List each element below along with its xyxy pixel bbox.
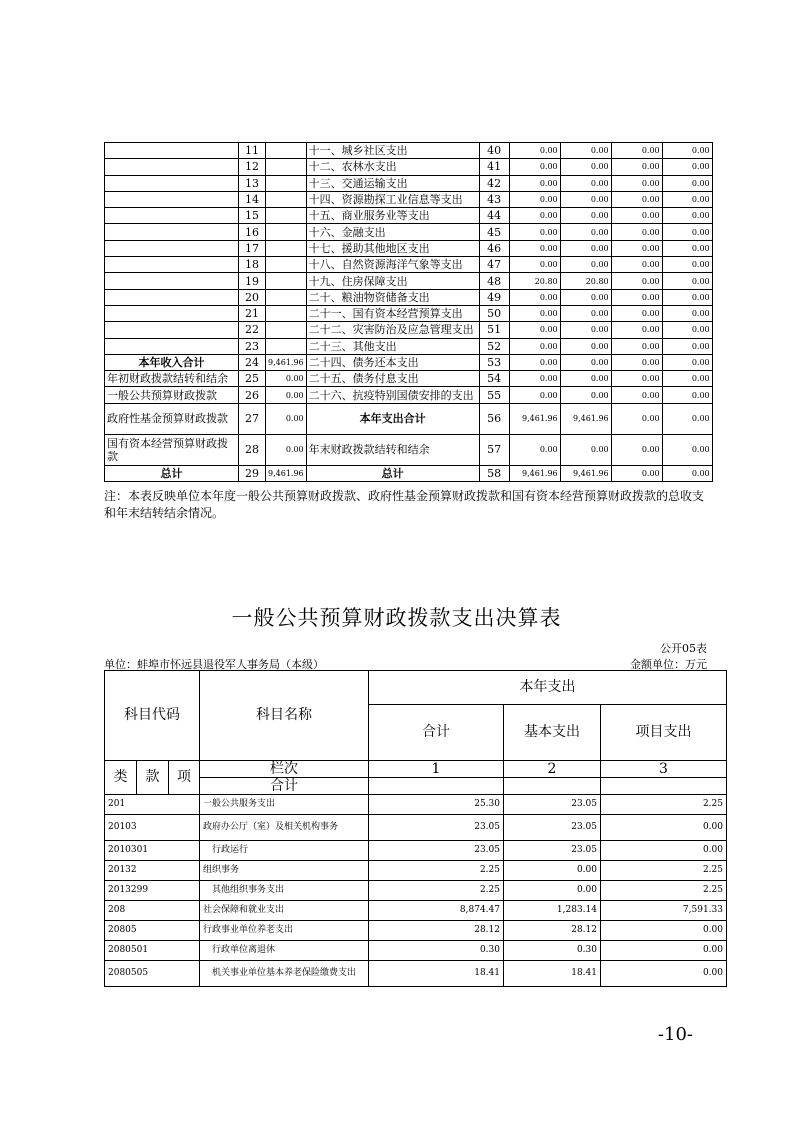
table-row xyxy=(105,159,713,175)
value-basic: 23.05 xyxy=(504,841,601,861)
subject-code: 2010301 xyxy=(105,841,200,861)
value-total: 0.00 xyxy=(509,208,560,224)
value-fund: 0.00 xyxy=(611,465,662,481)
value-total: 0.00 xyxy=(509,257,560,273)
expenditure-item: 十六、金融支出 xyxy=(306,224,479,240)
expenditure-item: 二十六、抗疫特别国债安排的支出 xyxy=(306,387,479,403)
header-project: 项目支出 xyxy=(601,705,727,761)
money-unit-label: 金额单位：万元 xyxy=(630,658,707,671)
value-total: 0.00 xyxy=(509,434,560,465)
value-general: 9,461.96 xyxy=(560,403,611,434)
value-state-capital: 0.00 xyxy=(662,224,712,240)
value-total: 28.12 xyxy=(369,921,504,941)
expenditure-line-no: 58 xyxy=(479,465,509,481)
income-label xyxy=(105,257,239,273)
table-row xyxy=(105,257,713,273)
table-row xyxy=(105,961,727,987)
value-state-capital: 0.00 xyxy=(662,273,712,289)
expenditure-table xyxy=(104,670,727,987)
value-total: 0.00 xyxy=(509,289,560,305)
income-amount xyxy=(266,143,307,159)
header-col1: 1 xyxy=(369,761,504,778)
value-project: 7,591.33 xyxy=(601,901,727,921)
value-project: 2.25 xyxy=(601,881,727,901)
table-note: 注：本表反映单位本年度一般公共预算财政拨款、政府性基金预算财政拨款和国有资本经营预算财政拨款的总收支和年末结转结余情况。 xyxy=(104,489,705,520)
value-total: 0.00 xyxy=(509,191,560,207)
header-col2: 2 xyxy=(504,761,601,778)
income-amount xyxy=(266,257,307,273)
table-row xyxy=(105,434,713,465)
subject-code: 208 xyxy=(105,901,200,921)
value-fund: 0.00 xyxy=(611,257,662,273)
value-total: 23.05 xyxy=(369,841,504,861)
table-row xyxy=(105,143,713,159)
value-general: 0.00 xyxy=(560,143,611,159)
value-total: 0.00 xyxy=(509,143,560,159)
value-fund: 0.00 xyxy=(611,273,662,289)
expenditure-line-no: 48 xyxy=(479,273,509,289)
income-amount xyxy=(266,175,307,191)
value-general: 0.00 xyxy=(560,224,611,240)
income-amount xyxy=(266,305,307,321)
expenditure-item: 二十二、灾害防治及应急管理支出 xyxy=(306,322,479,338)
unit-label: 单位：蚌埠市怀远县退役军人事务局（本级） xyxy=(104,658,324,671)
header-subject-code: 科目代码 xyxy=(105,671,200,761)
income-amount xyxy=(266,208,307,224)
income-amount: 0.00 xyxy=(266,387,307,403)
value-total: 9,461.96 xyxy=(509,403,560,434)
income-line-no: 26 xyxy=(239,387,266,403)
value-fund: 0.00 xyxy=(611,159,662,175)
expenditure-item: 十八、自然资源海洋气象等支出 xyxy=(306,257,479,273)
table-row xyxy=(105,191,713,207)
expenditure-line-no: 52 xyxy=(479,338,509,354)
expenditure-line-no: 45 xyxy=(479,224,509,240)
value-general: 0.00 xyxy=(560,305,611,321)
table-row xyxy=(105,354,713,370)
income-line-no: 13 xyxy=(239,175,266,191)
value-project: 0.00 xyxy=(601,815,727,841)
income-amount: 9,461.96 xyxy=(266,354,307,370)
value-project: 0.00 xyxy=(601,961,727,987)
income-amount: 0.00 xyxy=(266,371,307,387)
subject-name: 机关事业单位基本养老保险缴费支出 xyxy=(200,961,369,987)
value-fund: 0.00 xyxy=(611,175,662,191)
table-row xyxy=(105,841,727,861)
value-general: 0.00 xyxy=(560,240,611,256)
value-project: 2.25 xyxy=(601,861,727,881)
value-state-capital: 0.00 xyxy=(662,434,712,465)
value-general: 0.00 xyxy=(560,257,611,273)
subject-name: 一般公共服务支出 xyxy=(200,795,369,815)
table-row xyxy=(105,403,713,434)
table-row xyxy=(105,941,727,961)
expenditure-item: 年末财政拨款结转和结余 xyxy=(306,434,479,465)
income-label xyxy=(105,208,239,224)
page-title: 一般公共预算财政拨款支出决算表 xyxy=(231,606,562,630)
income-amount xyxy=(266,289,307,305)
value-basic: 28.12 xyxy=(504,921,601,941)
income-line-no: 21 xyxy=(239,305,266,321)
income-line-no: 12 xyxy=(239,159,266,175)
table-row xyxy=(105,322,713,338)
value-fund: 0.00 xyxy=(611,224,662,240)
value-total: 0.00 xyxy=(509,224,560,240)
income-amount xyxy=(266,273,307,289)
value-state-capital: 0.00 xyxy=(662,322,712,338)
income-line-no: 15 xyxy=(239,208,266,224)
value-state-capital: 0.00 xyxy=(662,191,712,207)
table-row xyxy=(105,224,713,240)
header-basic: 基本支出 xyxy=(504,705,601,761)
value-state-capital: 0.00 xyxy=(662,354,712,370)
value-basic: 18.41 xyxy=(504,961,601,987)
value-fund: 0.00 xyxy=(611,371,662,387)
table-row xyxy=(105,901,727,921)
income-line-no: 22 xyxy=(239,322,266,338)
subject-name: 组织事务 xyxy=(200,861,369,881)
value-state-capital: 0.00 xyxy=(662,143,712,159)
value-total: 0.00 xyxy=(509,387,560,403)
value-state-capital: 0.00 xyxy=(662,465,712,481)
income-label: 年初财政拨款结转和结余 xyxy=(105,371,239,387)
income-line-no: 23 xyxy=(239,338,266,354)
header-total: 合计 xyxy=(369,705,504,761)
table-row xyxy=(105,208,713,224)
revenue-expenditure-body xyxy=(105,143,713,482)
income-amount: 0.00 xyxy=(266,434,307,465)
value-project: 0.00 xyxy=(601,841,727,861)
expenditure-body xyxy=(105,671,727,987)
expenditure-line-no: 56 xyxy=(479,403,509,434)
expenditure-line-no: 57 xyxy=(479,434,509,465)
income-label xyxy=(105,175,239,191)
expenditure-item: 二十、粮油物资储备支出 xyxy=(306,289,479,305)
subject-code: 20103 xyxy=(105,815,200,841)
subject-code: 201 xyxy=(105,795,200,815)
value-total: 0.00 xyxy=(509,240,560,256)
expenditure-line-no: 40 xyxy=(479,143,509,159)
value-fund: 0.00 xyxy=(611,191,662,207)
value-general: 0.00 xyxy=(560,338,611,354)
value-general: 0.00 xyxy=(560,371,611,387)
expenditure-item: 十九、住房保障支出 xyxy=(306,273,479,289)
subject-code: 2080501 xyxy=(105,941,200,961)
value-general: 0.00 xyxy=(560,354,611,370)
value-general: 0.00 xyxy=(560,159,611,175)
income-amount xyxy=(266,159,307,175)
subject-name: 行政运行 xyxy=(200,841,369,861)
subject-name: 行政事业单位养老支出 xyxy=(200,921,369,941)
expenditure-line-no: 51 xyxy=(479,322,509,338)
expenditure-item: 十一、城乡社区支出 xyxy=(306,143,479,159)
header-current-year: 本年支出 xyxy=(369,671,727,705)
table-row xyxy=(105,371,713,387)
table-row xyxy=(105,338,713,354)
income-line-no: 24 xyxy=(239,354,266,370)
value-fund: 0.00 xyxy=(611,403,662,434)
subject-code: 20132 xyxy=(105,861,200,881)
value-state-capital: 0.00 xyxy=(662,387,712,403)
income-label: 政府性基金预算财政拨款 xyxy=(105,403,239,434)
expenditure-line-no: 53 xyxy=(479,354,509,370)
income-line-no: 27 xyxy=(239,403,266,434)
income-line-no: 11 xyxy=(239,143,266,159)
value-state-capital: 0.00 xyxy=(662,338,712,354)
income-label xyxy=(105,143,239,159)
income-label: 本年收入合计 xyxy=(105,354,239,370)
expenditure-item: 十七、援助其他地区支出 xyxy=(306,240,479,256)
income-label xyxy=(105,159,239,175)
table-row xyxy=(105,240,713,256)
value-basic: 0.00 xyxy=(504,861,601,881)
value-total: 25.30 xyxy=(369,795,504,815)
value-project: 2.25 xyxy=(601,795,727,815)
expenditure-item: 十二、农林水支出 xyxy=(306,159,479,175)
table-row xyxy=(105,861,727,881)
value-state-capital: 0.00 xyxy=(662,175,712,191)
value-basic: 23.05 xyxy=(504,795,601,815)
income-line-no: 14 xyxy=(239,191,266,207)
header-kuan: 款 xyxy=(137,761,169,795)
value-fund: 0.00 xyxy=(611,338,662,354)
value-general: 0.00 xyxy=(560,434,611,465)
expenditure-item: 十三、交通运输支出 xyxy=(306,175,479,191)
value-basic: 1,283.14 xyxy=(504,901,601,921)
income-amount xyxy=(266,191,307,207)
expenditure-item: 二十一、国有资本经营预算支出 xyxy=(306,305,479,321)
value-state-capital: 0.00 xyxy=(662,371,712,387)
subject-name: 社会保障和就业支出 xyxy=(200,901,369,921)
value-general: 0.00 xyxy=(560,208,611,224)
value-fund: 0.00 xyxy=(611,305,662,321)
income-line-no: 17 xyxy=(239,240,266,256)
income-amount: 9,461.96 xyxy=(266,465,307,481)
value-general: 0.00 xyxy=(560,322,611,338)
expenditure-line-no: 44 xyxy=(479,208,509,224)
expenditure-item: 十四、资源勘探工业信息等支出 xyxy=(306,191,479,207)
income-line-no: 16 xyxy=(239,224,266,240)
table-row xyxy=(105,815,727,841)
table-row xyxy=(105,305,713,321)
expenditure-line-no: 43 xyxy=(479,191,509,207)
value-fund: 0.00 xyxy=(611,240,662,256)
value-total: 18.41 xyxy=(369,961,504,987)
value-state-capital: 0.00 xyxy=(662,257,712,273)
table-row xyxy=(105,921,727,941)
table-row xyxy=(105,387,713,403)
income-label: 国有资本经营预算财政拨款 xyxy=(105,434,239,465)
header-col3: 3 xyxy=(601,761,727,778)
expenditure-item: 十五、商业服务业等支出 xyxy=(306,208,479,224)
value-total: 0.30 xyxy=(369,941,504,961)
value-total: 2.25 xyxy=(369,861,504,881)
income-label: 一般公共预算财政拨款 xyxy=(105,387,239,403)
value-project: 0.00 xyxy=(601,941,727,961)
value-basic: 0.00 xyxy=(504,881,601,901)
income-label: 总计 xyxy=(105,465,239,481)
income-amount xyxy=(266,322,307,338)
value-state-capital: 0.00 xyxy=(662,208,712,224)
value-total: 0.00 xyxy=(509,305,560,321)
value-basic: 23.05 xyxy=(504,815,601,841)
income-line-no: 25 xyxy=(239,371,266,387)
value-total: 2.25 xyxy=(369,881,504,901)
value-state-capital: 0.00 xyxy=(662,159,712,175)
header-sum-row: 合计 xyxy=(200,778,369,795)
header-subject-name: 科目名称 xyxy=(200,671,369,761)
value-fund: 0.00 xyxy=(611,289,662,305)
table-row xyxy=(105,273,713,289)
table-row xyxy=(105,175,713,191)
value-total: 0.00 xyxy=(509,338,560,354)
income-label xyxy=(105,289,239,305)
income-line-no: 18 xyxy=(239,257,266,273)
expenditure-item: 总计 xyxy=(306,465,479,481)
expenditure-line-no: 47 xyxy=(479,257,509,273)
expenditure-line-no: 50 xyxy=(479,305,509,321)
page-number: -10- xyxy=(657,1024,693,1045)
value-general: 0.00 xyxy=(560,191,611,207)
subject-code: 2013299 xyxy=(105,881,200,901)
value-basic: 0.30 xyxy=(504,941,601,961)
subject-code: 2080505 xyxy=(105,961,200,987)
header-lei: 类 xyxy=(105,761,137,795)
value-total: 23.05 xyxy=(369,815,504,841)
subject-name: 行政单位离退休 xyxy=(200,941,369,961)
income-label xyxy=(105,338,239,354)
value-total: 0.00 xyxy=(509,371,560,387)
expenditure-line-no: 55 xyxy=(479,387,509,403)
value-fund: 0.00 xyxy=(611,434,662,465)
value-fund: 0.00 xyxy=(611,143,662,159)
header-xiang: 项 xyxy=(169,761,200,795)
value-total: 20.80 xyxy=(509,273,560,289)
revenue-expenditure-table xyxy=(104,142,713,482)
subject-code: 20805 xyxy=(105,921,200,941)
table-row xyxy=(105,465,713,481)
expenditure-item: 二十三、其他支出 xyxy=(306,338,479,354)
value-fund: 0.00 xyxy=(611,208,662,224)
income-label xyxy=(105,322,239,338)
income-amount: 0.00 xyxy=(266,403,307,434)
expenditure-line-no: 54 xyxy=(479,371,509,387)
subject-name: 政府办公厅（室）及相关机构事务 xyxy=(200,815,369,841)
value-general: 0.00 xyxy=(560,175,611,191)
value-total: 0.00 xyxy=(509,322,560,338)
value-project: 0.00 xyxy=(601,921,727,941)
value-total: 0.00 xyxy=(509,175,560,191)
table-row xyxy=(105,289,713,305)
income-line-no: 20 xyxy=(239,289,266,305)
income-label xyxy=(105,240,239,256)
income-line-no: 19 xyxy=(239,273,266,289)
expenditure-line-no: 41 xyxy=(479,159,509,175)
income-label xyxy=(105,273,239,289)
value-total: 0.00 xyxy=(509,354,560,370)
value-total: 0.00 xyxy=(509,159,560,175)
value-fund: 0.00 xyxy=(611,322,662,338)
value-state-capital: 0.00 xyxy=(662,240,712,256)
income-label xyxy=(105,224,239,240)
expenditure-item: 二十四、债务还本支出 xyxy=(306,354,479,370)
income-line-no: 28 xyxy=(239,434,266,465)
value-general: 0.00 xyxy=(560,387,611,403)
income-line-no: 29 xyxy=(239,465,266,481)
expenditure-item: 本年支出合计 xyxy=(306,403,479,434)
income-amount xyxy=(266,338,307,354)
value-state-capital: 0.00 xyxy=(662,403,712,434)
value-total: 8,874.47 xyxy=(369,901,504,921)
income-label xyxy=(105,191,239,207)
income-label xyxy=(105,305,239,321)
header-column-no: 栏次 xyxy=(200,761,369,778)
value-state-capital: 0.00 xyxy=(662,289,712,305)
expenditure-item: 二十五、债务付息支出 xyxy=(306,371,479,387)
table-row xyxy=(105,795,727,815)
value-general: 9,461.96 xyxy=(560,465,611,481)
value-state-capital: 0.00 xyxy=(662,305,712,321)
income-amount xyxy=(266,240,307,256)
value-total: 9,461.96 xyxy=(509,465,560,481)
income-amount xyxy=(266,224,307,240)
value-general: 20.80 xyxy=(560,273,611,289)
value-fund: 0.00 xyxy=(611,354,662,370)
expenditure-line-no: 49 xyxy=(479,289,509,305)
table-code: 公开05表 xyxy=(660,642,707,655)
value-fund: 0.00 xyxy=(611,387,662,403)
value-general: 0.00 xyxy=(560,289,611,305)
expenditure-line-no: 42 xyxy=(479,175,509,191)
subject-name: 其他组织事务支出 xyxy=(200,881,369,901)
table-row xyxy=(105,881,727,901)
expenditure-line-no: 46 xyxy=(479,240,509,256)
